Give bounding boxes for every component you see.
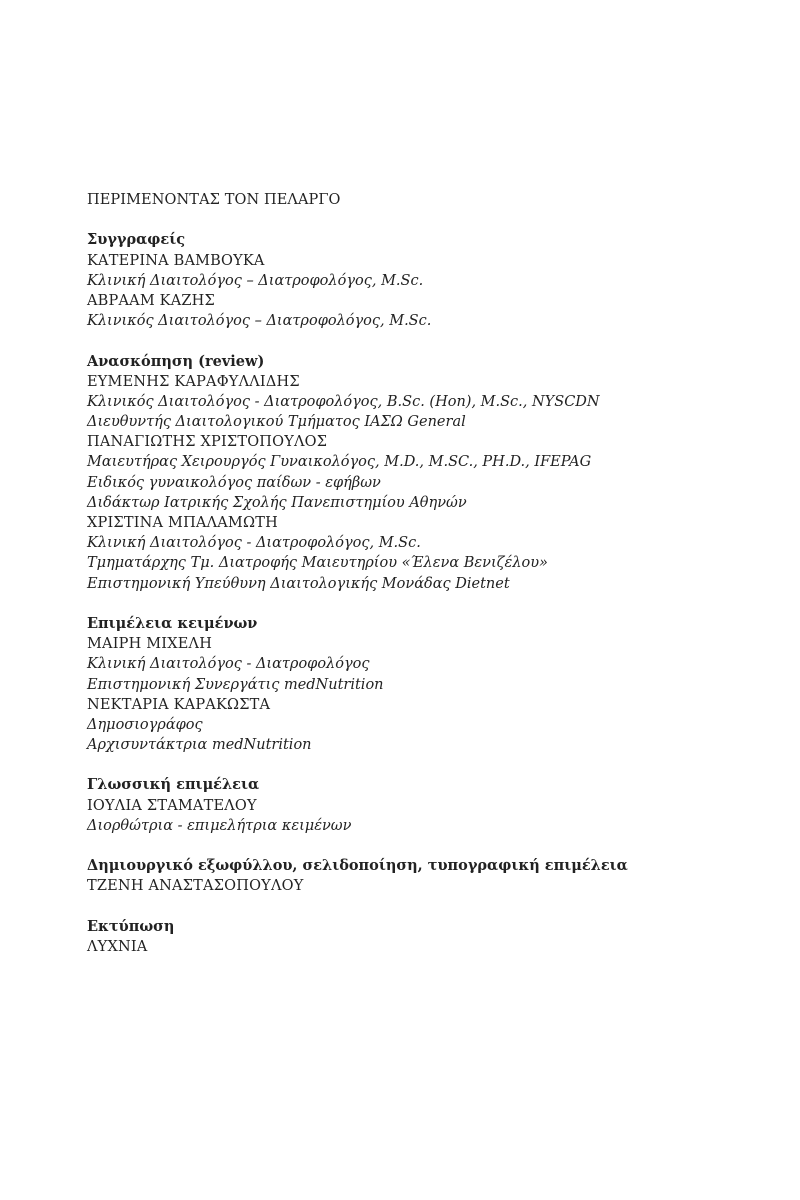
- person-role: Ειδικός γυναικολόγος παίδων - εφήβων: [87, 474, 381, 491]
- section-text-editing: [87, 614, 767, 755]
- person-role: Τμηματάρχης Τμ. Διατροφής Μαιευτηρίου «Έλενα Βενιζέλου»: [87, 555, 548, 572]
- person-name: ΤΖΕΝΗ ΑΝΑΣΤΑΣΟΠΟΥΛΟΥ: [87, 878, 304, 895]
- section-heading: Συγγραφείς: [87, 231, 186, 249]
- spacer: [87, 210, 767, 230]
- person-role: Διορθώτρια - επιμελήτρια κειμένων: [87, 817, 352, 834]
- person-name: ΚΑΤΕΡΙΝΑ ΒΑΜΒΟΥΚΑ: [87, 252, 265, 269]
- person-name: ΙΟΥΛΙΑ ΣΤΑΜΑΤΕΛΟΥ: [87, 797, 257, 814]
- person-name: ΛΥΧΝΙΑ: [87, 938, 148, 955]
- section-language-editing: [87, 775, 767, 836]
- spacer: [87, 897, 767, 917]
- person-name: ΑΒΡΑΑΜ ΚΑΖΗΣ: [87, 292, 215, 309]
- credits-page: [87, 190, 767, 957]
- section-authors: [87, 230, 767, 331]
- section-design: [87, 856, 767, 896]
- person-role: Δημοσιογράφος: [87, 716, 203, 733]
- section-heading: Επιμέλεια κειμένων: [87, 614, 258, 632]
- person-role: Κλινική Διαιτολόγος – Διατροφολόγος, M.Sc.: [87, 272, 424, 289]
- section-heading: Εκτύπωση: [87, 917, 175, 935]
- person-name: ΠΑΝΑΓΙΩΤΗΣ ΧΡΙΣΤΟΠΟΥΛΟΣ: [87, 434, 328, 451]
- person-role: Διδάκτωρ Ιατρικής Σχολής Πανεπιστημίου Αθηνών: [87, 494, 467, 511]
- person-role: Διευθυντής Διαιτολογικού Τμήματος ΙΑΣΩ General: [87, 414, 466, 431]
- person-name: ΝΕΚΤΑΡΙΑ ΚΑΡΑΚΩΣΤΑ: [87, 696, 271, 713]
- person-name: ΕΥΜΕΝΗΣ ΚΑΡΑΦΥΛΛΙΔΗΣ: [87, 373, 300, 390]
- spacer: [87, 755, 767, 775]
- spacer: [87, 331, 767, 351]
- section-heading: Δημιουργικό εξωφύλλου, σελιδοποίηση, τυπογραφική επιμέλεια: [87, 857, 628, 875]
- section-review: [87, 352, 767, 594]
- spacer: [87, 594, 767, 614]
- person-role: Αρχισυντάκτρια medNutrition: [87, 737, 312, 754]
- person-role: Μαιευτήρας Χειρουργός Γυναικολόγος, M.D., M.SC., PH.D., IFEPAG: [87, 454, 592, 471]
- person-role: Επιστημονική Συνεργάτις medNutrition: [87, 676, 384, 693]
- section-heading: Ανασκόπηση (review): [87, 352, 265, 370]
- section-printing: [87, 917, 767, 957]
- person-role: Επιστημονική Υπεύθυνη Διαιτολογικής Μονάδας Dietnet: [87, 575, 510, 592]
- person-name: ΧΡΙΣΤΙΝΑ ΜΠΑΛΑΜΩΤΗ: [87, 515, 278, 531]
- person-role: Κλινικός Διαιτολόγος - Διατροφολόγος, B.Sc. (Hon), M.Sc., NYSCDN: [87, 393, 600, 410]
- person-role: Κλινικός Διαιτολόγος – Διατροφολόγος, M.Sc.: [87, 313, 432, 330]
- spacer: [87, 836, 767, 856]
- person-name: ΜΑΙΡΗ ΜΙΧΕΛΗ: [87, 636, 213, 653]
- book-title: ΠΕΡΙΜΕΝΟΝΤΑΣ ΤΟΝ ΠΕΛΑΡΓΟ: [87, 192, 341, 208]
- section-heading: Γλωσσική επιμέλεια: [87, 776, 260, 794]
- person-role: Κλινική Διαιτολόγος - Διατροφολόγος: [87, 656, 370, 673]
- person-role: Κλινική Διαιτολόγος - Διατροφολόγος, M.Sc.: [87, 535, 421, 552]
